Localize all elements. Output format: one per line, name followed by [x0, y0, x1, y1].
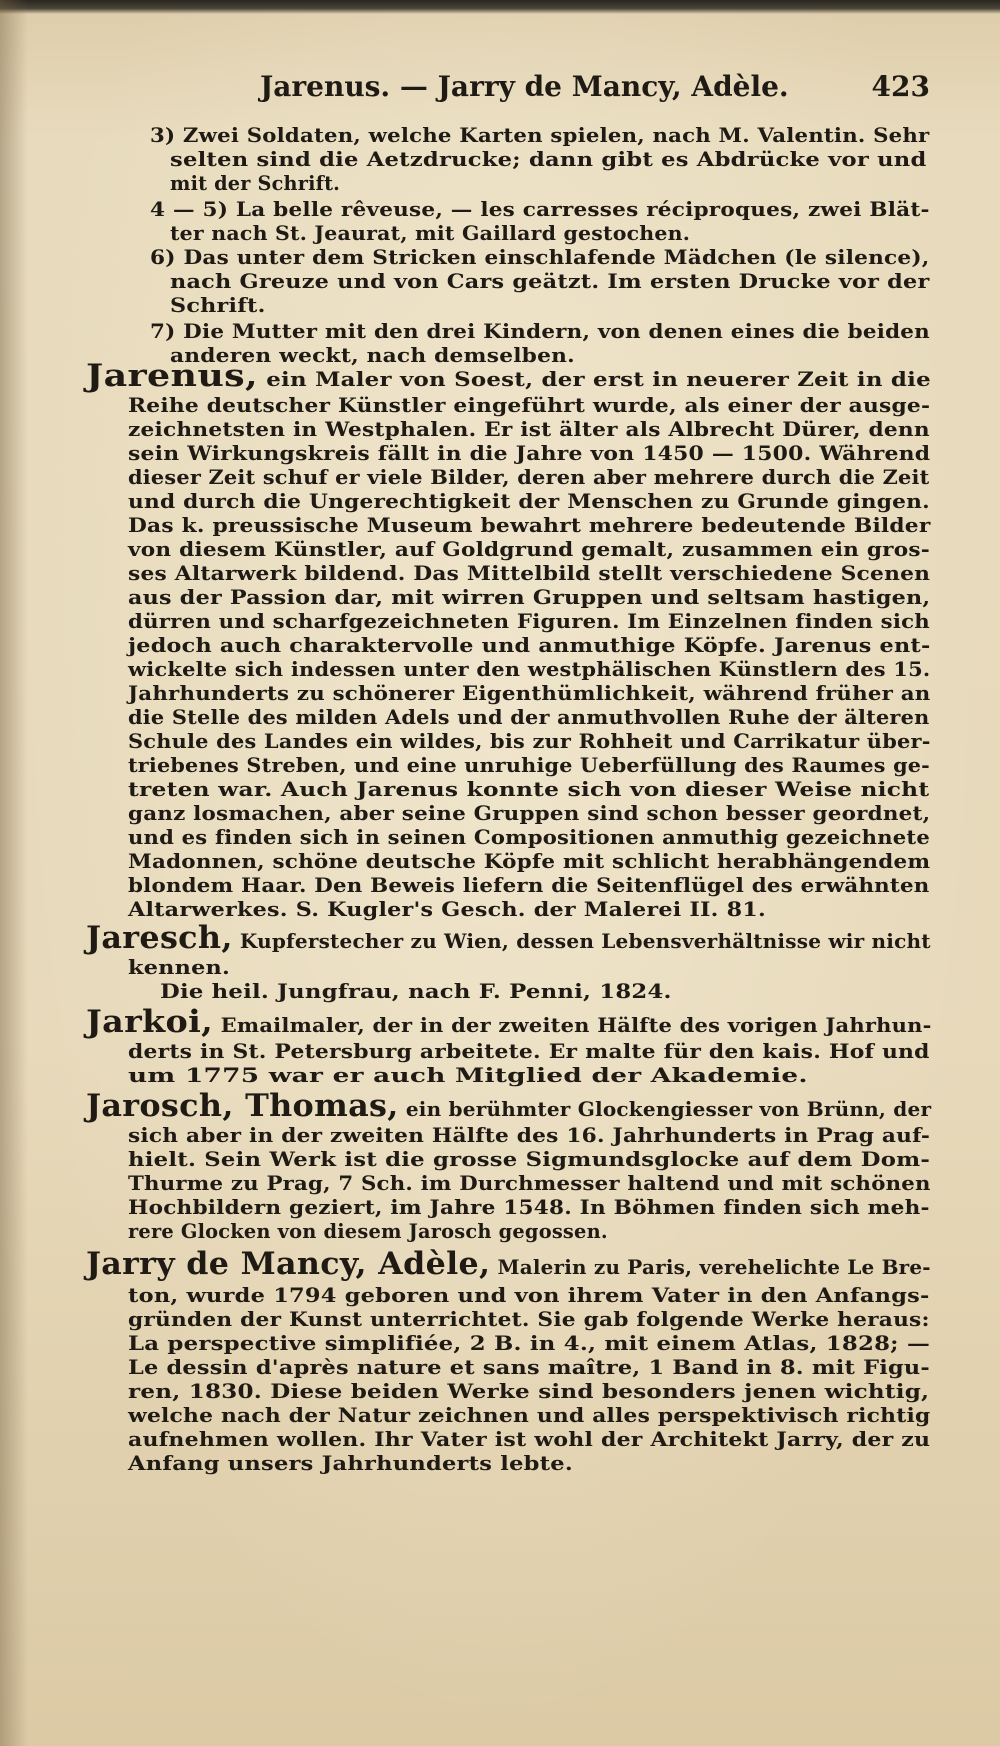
line-text: ren, 1830. Diese beiden Werke sind besonders jenen wichtig, [128, 1380, 930, 1403]
line-text: ein berühmter Glockengiesser von Brünn, der [398, 1098, 932, 1121]
line-text: selten sind die Aetzdrucke; dann gibt es Abdrücke vor und [170, 148, 927, 171]
text-line [160, 980, 672, 1004]
line-text: Le dessin d'après nature et sans maître, 1 Band in 8. mit Figu- [128, 1356, 930, 1379]
line-text: Das k. preussische Museum bewahrt mehrere bedeutende Bilder [128, 514, 931, 537]
line-text: treten war. Auch Jarenus konnte sich von dieser Weise nicht [128, 778, 930, 801]
text-line [128, 778, 929, 802]
line-text: 6) Das unter dem Stricken einschlafende Mädchen (le silence), [150, 246, 930, 269]
text-line [128, 394, 930, 418]
line-text: welche nach der Natur zeichnen und alles perspektivisch richtig [128, 1404, 931, 1427]
text-line [170, 148, 927, 172]
entry-headword: Jaresch, [86, 920, 233, 956]
text-line [128, 658, 930, 682]
text-line [128, 586, 930, 610]
line-text: gründen der Kunst unterrichtet. Sie gab folgende Werke heraus: [128, 1308, 930, 1331]
line-text: ton, wurde 1794 geboren und von ihrem Vater in den Anfangs- [128, 1284, 930, 1307]
text-line [128, 514, 931, 538]
text-line [128, 1196, 930, 1220]
text-line [128, 1404, 930, 1428]
line-text: Altarwerkes. S. Kugler's Gesch. der Malerei II. 81. [128, 898, 766, 921]
entry-headword: Jarenus, [86, 358, 259, 394]
line-text: um 1775 war er auch Mitglied der Akademie. [128, 1064, 808, 1087]
line-text: 3) Zwei Soldaten, welche Karten spielen, nach M. Valentin. Sehr [150, 124, 930, 147]
text-line [170, 172, 340, 196]
line-text: derts in St. Petersburg arbeitete. Er malte für den kais. Hof und [128, 1040, 930, 1063]
text-line [128, 610, 930, 634]
text-line [128, 466, 929, 490]
line-text: ter nach St. Jeaurat, mit Gaillard gestochen. [170, 222, 691, 245]
text-line [128, 1284, 930, 1308]
line-text: zeichnetsten in Westphalen. Er ist älter als Albrecht Dürer, denn [128, 418, 930, 441]
line-text: 7) Die Mutter mit den drei Kindern, von denen eines die beiden [150, 320, 930, 343]
text-line [128, 850, 930, 874]
text-line [128, 490, 930, 514]
text-line [128, 730, 931, 754]
text-line [128, 754, 930, 778]
line-text: ses Altarwerk bildend. Das Mittelbild stellt verschiedene Scenen [128, 562, 931, 585]
text-line [128, 1124, 930, 1148]
line-text: Hochbildern geziert, im Jahre 1548. In Böhmen finden sich meh- [128, 1196, 930, 1219]
text-line [128, 956, 230, 980]
line-text: und durch die Ungerechtigkeit der Menschen zu Grunde gingen. [128, 490, 930, 513]
line-text: Kupferstecher zu Wien, dessen Lebensverhältnisse wir nicht [232, 930, 931, 953]
line-text: blondem Haar. Den Beweis liefern die Seitenflügel des erwähnten [128, 874, 930, 897]
line-text: mit der Schrift. [170, 172, 341, 195]
line-text: La perspective simplifiée, 2 B. in 4., mit einem Atlas, 1828; — [128, 1332, 931, 1355]
text-line [128, 1332, 930, 1356]
text-line [86, 1246, 931, 1282]
line-text: ein Maler von Soest, der erst in neuerer Zeit in die [258, 368, 931, 391]
top-edge-shadow [0, 0, 1000, 14]
line-text: Madonnen, schöne deutsche Köpfe mit schlicht herabhängendem [128, 850, 931, 873]
line-text: dieser Zeit schuf er viele Bilder, deren aber mehrere durch die Zeit [128, 466, 930, 489]
text-line [170, 270, 929, 294]
line-text: die Stelle des milden Adels und der anmuthvollen Ruhe der älteren [128, 706, 930, 729]
text-line [86, 920, 931, 956]
line-text: Anfang unsers Jahrhunderts lebte. [128, 1452, 573, 1475]
text-line [128, 562, 930, 586]
entry-headword: Jarry de Mancy, Adèle, [86, 1246, 491, 1282]
line-text: 4 — 5) La belle rêveuse, — les carresses réciproques, zwei Blät- [150, 198, 930, 221]
text-line [128, 1040, 930, 1064]
line-text: aus der Passion dar, mit wirren Gruppen und seltsam hastigen, [128, 586, 931, 609]
line-text: wickelte sich indessen unter den westphälischen Künstlern des 15. [128, 658, 931, 681]
line-text: und es finden sich in seinen Compositionen anmuthig gezeichnete [128, 826, 931, 849]
text-line [150, 198, 930, 222]
text-line [128, 418, 930, 442]
line-text: hielt. Sein Werk ist die grosse Sigmundsglocke auf dem Dom- [128, 1148, 931, 1171]
text-line [86, 1004, 932, 1040]
line-text: jedoch auch charaktervolle und anmuthige Köpfe. Jarenus ent- [128, 634, 931, 657]
running-head-title: Jarenus. — Jarry de Mancy, Adèle. [260, 70, 789, 103]
text-line [170, 222, 690, 246]
line-text: Schule des Landes ein wildes, bis zur Rohheit und Carrikatur über- [128, 730, 931, 753]
text-line [150, 320, 930, 344]
text-line [128, 874, 930, 898]
line-text: aufnehmen wollen. Ihr Vater ist wohl der Architekt Jarry, der zu [128, 1428, 931, 1451]
text-line [128, 1452, 573, 1476]
page-number: 423 [871, 70, 930, 103]
text-line [128, 826, 930, 850]
text-line [128, 802, 930, 826]
text-line [128, 898, 766, 922]
gutter-shadow [0, 0, 28, 1746]
line-text: Jahrhunderts zu schönerer Eigenthümlichkeit, während früher an [128, 682, 931, 705]
text-line [128, 538, 930, 562]
entry-headword: Jarosch, Thomas, [86, 1088, 399, 1124]
text-line [150, 124, 929, 148]
text-line [128, 1064, 808, 1088]
text-line [128, 1380, 929, 1404]
entry-headword: Jarkoi, [86, 1004, 214, 1040]
line-text: Malerin zu Paris, verehelichte Le Bre- [490, 1256, 931, 1279]
text-line [150, 246, 930, 270]
text-line [128, 1172, 931, 1196]
text-line [128, 706, 929, 730]
line-text: sich aber in der zweiten Hälfte des 16. Jahrhunderts in Prag auf- [128, 1124, 931, 1147]
running-head [240, 70, 930, 110]
line-text: anderen weckt, nach demselben. [170, 344, 575, 367]
text-line [86, 1088, 932, 1124]
text-line [128, 1148, 930, 1172]
text-line [128, 634, 930, 658]
text-line [128, 682, 930, 706]
line-text: Schrift. [170, 294, 266, 317]
line-text: sein Wirkungskreis fällt in die Jahre von 1450 — 1500. Während [128, 442, 931, 465]
text-line [128, 1356, 930, 1380]
text-line [86, 358, 931, 394]
line-text: von diesem Künstler, auf Goldgrund gemalt, zusammen ein gros- [128, 538, 931, 561]
text-line [170, 294, 266, 318]
line-text: Thurme zu Prag, 7 Sch. im Durchmesser haltend und mit schönen [128, 1172, 931, 1195]
text-line [128, 1308, 930, 1332]
line-text: Die heil. Jungfrau, nach F. Penni, 1824. [160, 980, 672, 1003]
line-text: Reihe deutscher Künstler eingeführt wurde, als einer der ausge- [128, 394, 931, 417]
text-line [128, 442, 930, 466]
line-text: nach Greuze und von Cars geätzt. Im ersten Drucke vor der [170, 270, 930, 293]
line-text: rere Glocken von diesem Jarosch gegossen. [128, 1220, 608, 1243]
line-text: ganz losmachen, aber seine Gruppen sind schon besser geordnet, [128, 802, 931, 825]
line-text: dürren und scharfgezeichneten Figuren. Im Einzelnen finden sich [128, 610, 930, 633]
line-text: triebenes Streben, und eine unruhige Ueberfüllung des Raumes ge- [128, 754, 930, 777]
line-text: kennen. [128, 956, 231, 979]
line-text: Emailmaler, der in der zweiten Hälfte des vorigen Jahrhun- [213, 1014, 932, 1037]
text-line [128, 1220, 608, 1244]
text-line [128, 1428, 930, 1452]
